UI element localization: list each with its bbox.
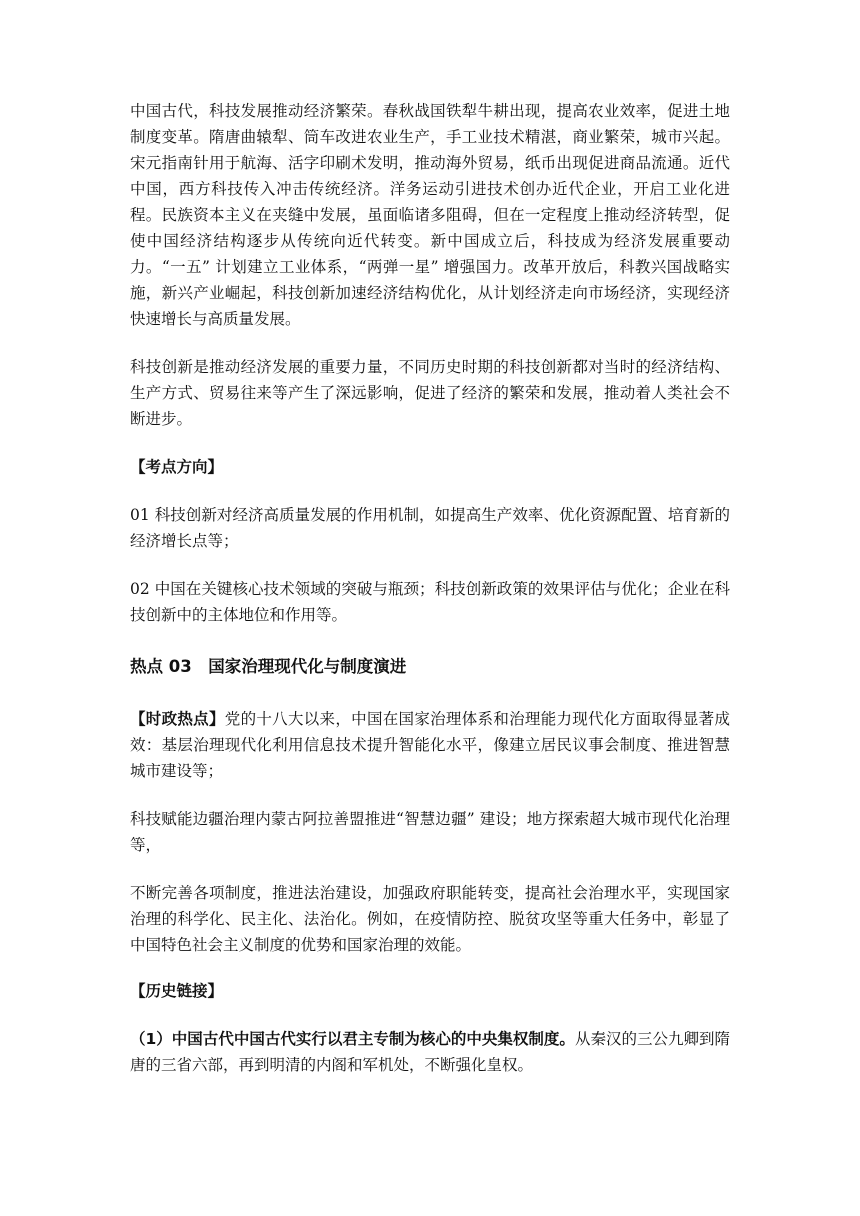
kaodian-item-02: 02 中国在关键核心技术领域的突破与瓶颈；科技创新政策的效果评估与优化；企业在科技创新中的主体地位和作用等。 <box>130 580 730 624</box>
paragraph-shizheng <box>130 706 730 784</box>
history-link-1-bold: （1）中国古代中国古代实行以君主专制为核心的中央集权制度。 <box>130 1030 575 1048</box>
shizheng-text: 党的十八大以来，中国在国家治理体系和治理能力现代化方面取得显著成效：基层治理现代化利用信息技术提升智能化水平，像建立居民议事会制度、推进智慧城市建设等； <box>130 710 730 780</box>
history-link-1-text: 从秦汉的三公九卿到隋唐的三省六部，再到明清的内阁和军机处，不断强化皇权。 <box>130 1030 730 1074</box>
paragraph-institution-improvement: 不断完善各项制度，推进法治建设，加强政府职能转变，提高社会治理水平，实现国家治理的科学化、民主化、法治化。例如，在疫情防控、脱贫攻坚等重大任务中，彰显了中国特色社会主义制度的优势和国家治理的效能。 <box>130 884 730 954</box>
shizheng-label: 【时政热点】 <box>130 710 225 728</box>
paragraph-ancient-economy: 中国古代，科技发展推动经济繁荣。春秋战国铁犁牛耕出现，提高农业效率，促进土地制度变革。隋唐曲辕犁、筒车改进农业生产，手工业技术精湛，商业繁荣，城市兴起。宋元指南针用于航海、活字印刷术发明，推动海外贸易，纸币出现促进商品流通。近代中国，西方科技传入冲击传统经济。洋务运动引进技术创办近代企业，开启工业化进程。民族资本主义在夹缝中发展，虽面临诸多阻碍，但在一定程度上推动经济转型，促使中国经济结构逐步从传统向近代转变。新中国成立后，科技成为经济发展重要动力。“一五” 计划建立工业体系，“两弹一星” 增强国力。改革开放后，科教兴国战略实施，新兴产业崛起，科技创新加速经济结构优化，从计划经济走向市场经济，实现经济快速增长与高质量发展。 <box>130 102 730 328</box>
paragraph-border-governance: 科技赋能边疆治理内蒙古阿拉善盟推进“智慧边疆” 建设；地方探索超大城市现代化治理等， <box>130 810 730 854</box>
section-heading-kaodian: 【考点方向】 <box>130 458 224 476</box>
document-page <box>130 98 730 1078</box>
paragraph-history-link-1 <box>130 1026 730 1078</box>
kaodian-item-01: 01 科技创新对经济高质量发展的作用机制，如提高生产效率、优化资源配置、培育新的经济增长点等； <box>130 506 730 550</box>
hotspot-title: 热点 03 国家治理现代化与制度演进 <box>130 657 407 676</box>
section-heading-lishi: 【历史链接】 <box>130 982 224 1000</box>
paragraph-innovation-summary: 科技创新是推动经济发展的重要力量，不同历史时期的科技创新都对当时的经济结构、生产方式、贸易往来等产生了深远影响，促进了经济的繁荣和发展，推动着人类社会不断进步。 <box>130 358 730 428</box>
